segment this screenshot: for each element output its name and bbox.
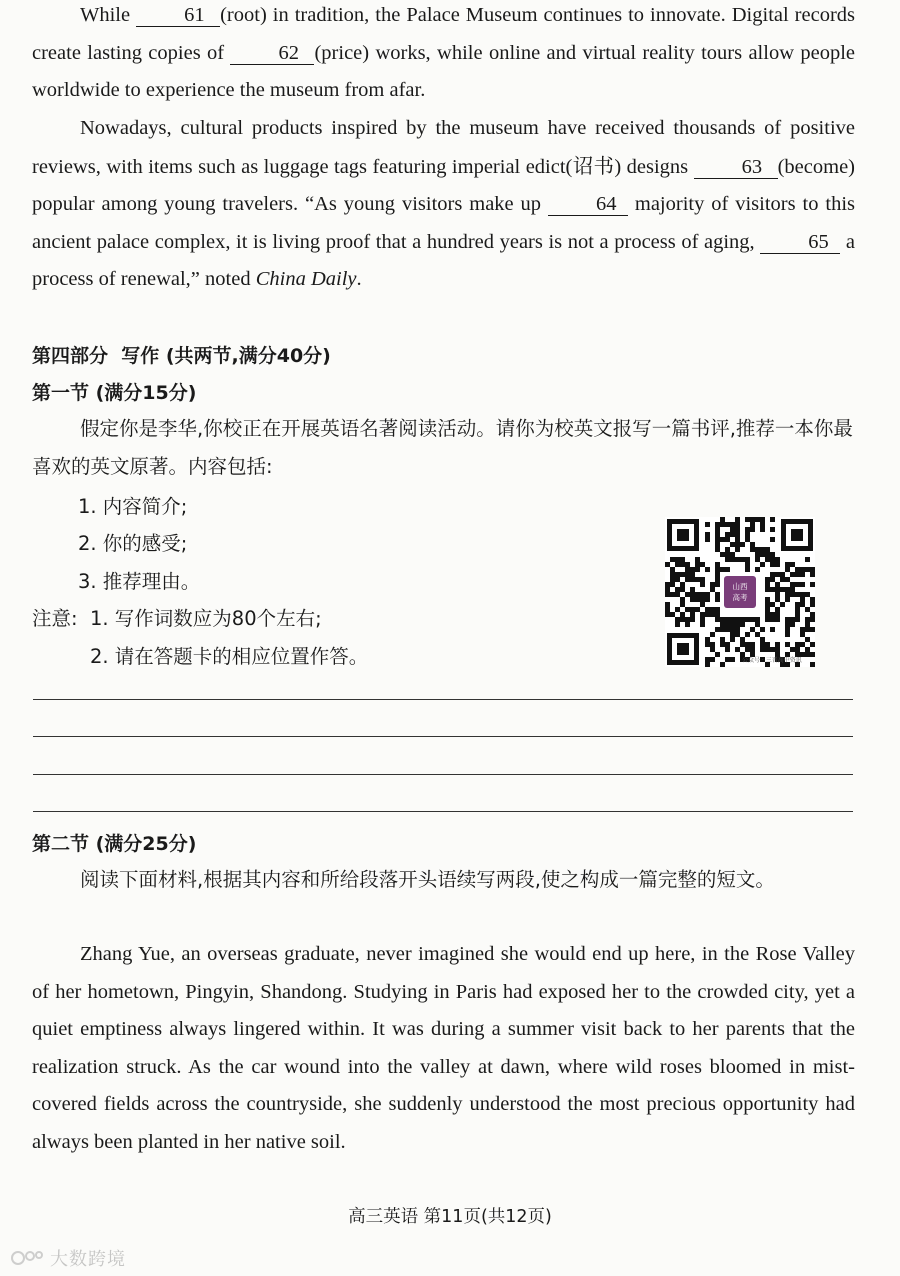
answer-line: [33, 699, 853, 700]
blank-64: 64: [548, 193, 628, 216]
story-paragraph: Zhang Yue, an overseas graduate, never imagined she would end up here, in the Rose Valley of her hometown, Pingyin, Shandong. Studying in Paris had exposed her to the crowded city, yet a quiet emptiness always lingered within. It was during a summer visit back to her parents that the realization struck. As the car wound into the valley at dawn, where wild roses bloomed in mist-covered fields across the countryside, she suddenly understood the most precious opportunity had always been planted in her native soil.: [32, 943, 855, 1153]
blank-62: 62: [230, 42, 314, 65]
svg-text:山西: 山西: [732, 582, 748, 591]
blank-61: 61: [136, 4, 220, 27]
blank-65: 65: [760, 231, 840, 254]
qr-caption: 公众号 · 三晋高中资讯: [742, 657, 802, 664]
section1-item-1: 1. 内容简介;: [78, 495, 188, 518]
page-footer: 高三英语 第11页(共12页): [348, 1207, 552, 1227]
blank-63: 63: [694, 156, 778, 179]
section2-prompt: 阅读下面材料,根据其内容和所给段落开头语续写两段,使之构成一篇完整的短文。: [80, 868, 775, 891]
watermark-logo-icon: [10, 1248, 44, 1268]
svg-text:高考: 高考: [732, 593, 748, 602]
qr-code[interactable]: [665, 517, 815, 667]
note-2: 2. 请在答题卡的相应位置作答。: [90, 645, 369, 668]
section1-prompt: 假定你是李华,你校正在开展英语名著阅读活动。请你为校英文报写一篇书评,推荐一本你最喜欢的英文原著。内容包括:: [32, 417, 853, 478]
section1-item-2: 2. 你的感受;: [78, 532, 188, 555]
answer-line: [33, 736, 853, 737]
section2-title: 第二节 (满分25分): [32, 833, 197, 855]
qr-logo: [724, 576, 756, 608]
notes-label: 注意:: [32, 607, 78, 630]
section1-title: 第一节 (满分15分): [32, 382, 197, 404]
answer-line: [33, 774, 853, 775]
passage-paragraph-1: While 61 (root) in tradition, the Palace Museum continues to innovate. Digital records create lasting copies of 62 (price) works, while online and virtual reality tours allow people worldwide to experience the museum from afar.: [32, 4, 856, 102]
part4-title: 第四部分 写作 (共两节,满分40分): [32, 345, 331, 367]
source-name: China Daily: [255, 268, 357, 291]
section1-item-3: 3. 推荐理由。: [78, 570, 201, 593]
passage-paragraph-2: Nowadays, cultural products inspired by the museum have received thousands of positive reviews, with items such as luggage tags featuring imperial edict(诏书) designs 63 (become) popular among young travelers. “As young visitors make up 64 majority of visitors to this ancient palace complex, it is living proof that a hundred years is not a process of aging, 65 a process of renewal,” noted China Daily.: [32, 117, 856, 291]
answer-line: [33, 811, 853, 812]
watermark: 大数跨境: [10, 1244, 126, 1272]
note-1: 1. 写作词数应为80个左右;: [90, 607, 322, 630]
